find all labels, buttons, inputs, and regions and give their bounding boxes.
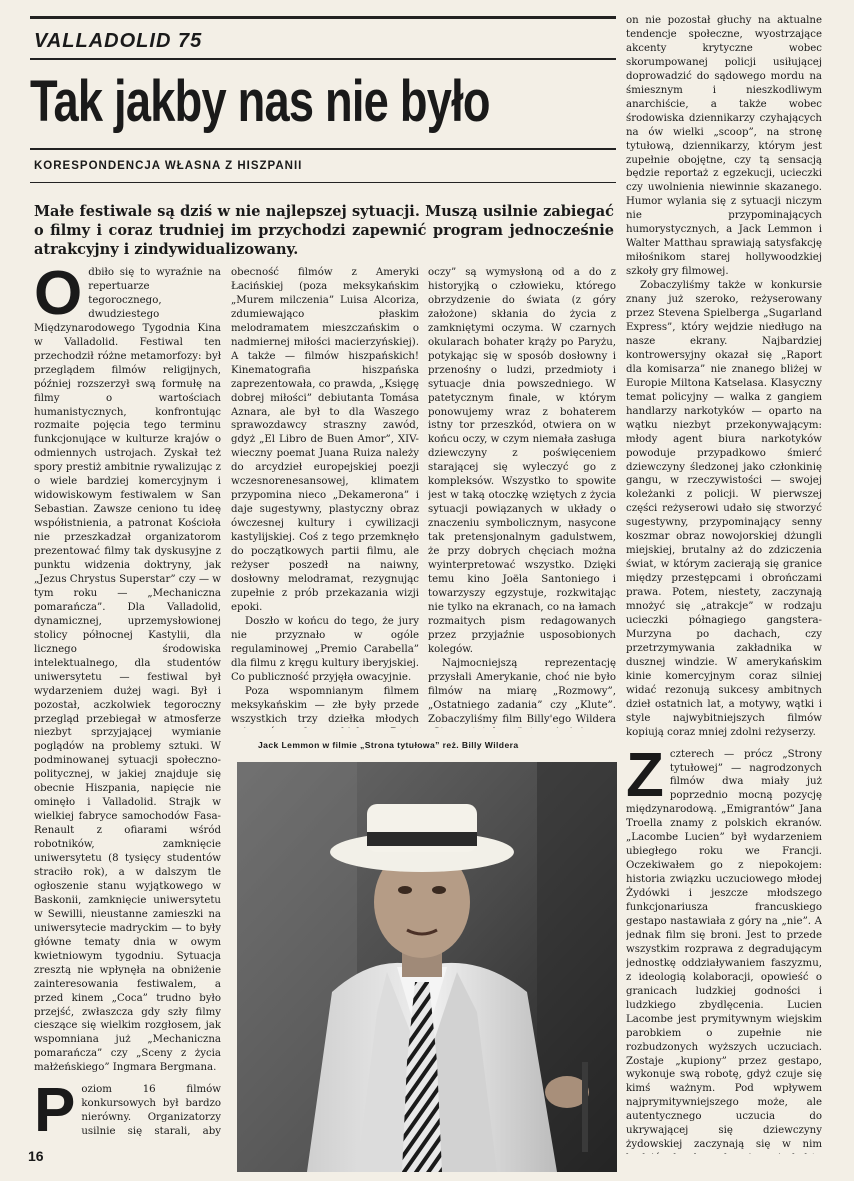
dropcap-p: P [34, 1076, 76, 1138]
subhead: KORESPONDENCJA WŁASNA Z HISZPANII [34, 160, 303, 172]
top-rule [30, 16, 616, 19]
photo-illustration [237, 762, 617, 1172]
col1-paragraph-2: Poziom 16 filmów konkursowych był bardzo nierówny. Organizatorzy usilnie się starali, aby [34, 1076, 221, 1138]
column-1 [34, 266, 221, 1138]
headline: Tak jakby nas nie było [30, 69, 490, 134]
col3-paragraph-2: Najmocniejszą reprezentację przysłali Amerykanie, choć nie było filmów na miarę „Rozmowy”, „Ostatniego zadania” czy „Klute”. Zobaczyliśmy film Billy'ego Wildera [428, 657, 616, 725]
column-2 [231, 266, 419, 728]
headline-rule [30, 148, 616, 150]
page-number: 16 [28, 1148, 44, 1164]
col2-paragraph-3: Poza wspomnianym filmem meksykańskim — złe były przede wszystkich trzy dziełka młodych [231, 685, 419, 725]
lead-paragraph: Małe festiwale są dziś w nie najlepszej sytuacji. Muszą usilnie zabiegać o filmy i coraz trudniej im przychodzi zapewnić program jednocześnie atrakcyjny i zindywidualizowany. [34, 203, 614, 258]
kicker-rule [30, 58, 616, 60]
col2-paragraph-1: obecność filmów z Ameryki Łacińskiej (poza meksykańskim „Murem milczenia” Luisa Alcoriza, zdumiewająco płaskim melodramatem mieszczańskim o nadmiernej miłości macierzyńskiej). A także — filmów hiszpańskich! Kinematografia hiszpańska zaprezentowała, co prawda, „Księgę dobrej miłości” debiutanta Tomása Aznara, ale był to dla Waszego sprawozdawcy straszny zawód, gdyż „El Libro de Buen Amor”, XIV-wieczny poemat Juana Ruiza należy do arcydzieł europejskiej poezji wczesnorenesansowej, klimatem przypomina nieco „Dekamerona” i daje sugestywny, plastyczny obraz ówczesnej kultury i cywilizacji kastylijskiej. Coś z tego przemknęło do początkowych partii filmu, ale reżyser poszedł na naiwny, dosłowny melodramat, rezygnując zupełnie z prób przekazania wizji epoki. [231, 267, 419, 613]
column-3 [428, 266, 616, 728]
col4-paragraph-2: Zobaczyliśmy także w konkursie znany już szeroko, reżyserowany przez Stevena Spielberga „Sugarland Express”, który wejdzie niedługo na nasze ekrany. Najbardziej kontrowersyjny okazał się „Raport dla komisarza” nie znanego bliżej w Europie Miltona Katselasa. Klasyczny temat policyjny — walka z gangiem handlarzy narkotyków — oparto na wątku niezbyt przekonywającym: młody agent biura narkotyków powoduje przypadkowo śmierć dziewczyny śledzonej jako członkinię gangu, w rzeczywistości — swojej koleżanki z policji. W pierwszej części reżyserowi udało się stworzyć sugestywny, przypominający senny koszmar obraz nowojorskiej dżungli miejskiej, brutalny aż do zdziczenia świat, w którym zacierają się granice między przestępcami i obrończami prawa. Potem, niestety, zaczynają mnożyć się „atrakcje” w rodzaju ucieczki półnagiego gangstera-Murzyna po dachach, czy przetrzymywania zakładnika w dusznej windzie. W amerykańskim kinie komercyjnym coraz silniej widać rezonują sukcesy ambitnych dzieł ostatnich lat, a motywy, wątki i style najwybitniejszych filmów kopiują coraz mniej zdolni reżyserzy. [626, 280, 822, 738]
dropcap-o: O [34, 266, 83, 328]
col4-paragraph-1: on nie pozostał głuchy na aktualne tendencje społeczne, wyostrzające akcenty krytyczne wobec skorumpowanej policji usiłującej doprowadzić do sądowego mordu na śmiesznym i nieszkodliwym anarchiście, a także wobec środowiska dziennikarzy czyhających na ów wielki „scoop”, na stronę tytułową, dziennikarzy, którym jest zupełnie obojętne, czy tą sensacją będzie reportaż z egzekucji, ucieczki czy uwolnienia niewinnie skazanego. Humor wylania się z sytuacji niczym nie przypominających humorystycznych, a Jack Lemmon i Walter Matthau sprawiają satysfakcję miłośnikom starej hollywoodzkiej szkoły gry filmowej. [626, 15, 822, 278]
photo-caption: Jack Lemmon w filmie „Strona tytułowa” reż. Billy Wildera [258, 740, 519, 750]
col3-paragraph-1: oczy” są wymysłoną od a do z historyjką o człowieku, którego obrzydzenie do świata (z góry założone) skłania do życia z zamkniętymi oczyma. W czarnych okularach bohater krąży po Paryżu, potykając się w sposób dosłowny i przenośny o ludzi, przedmioty i sytuacje dnia powszedniego. W patetycznym finale, w którym ponowujemy wraz z bohaterem istny tor przeszkód, otwiera on w końcu oczy, w czym niemała zasługa dziewczyny z poświęceniem starającej się wyleczyć go z kompleksów. Wszystko to spowite jest w taką otoczkę wziętych z życia sytuacji powiązanych w układy o znaczeniu symbolicznym, nasycone tak pretensjonalnym gadulstwem, że przy dobrych chęciach można wyinterpretować wszystko. Dzięki temu kino Joëla Santoniego i towarzyszy egzystuje, rozkwitając nie tylko na ekranach, co na łamach rozmaitych pism redagowanych przez przyjaźnie usposobionych kolegów. [428, 267, 616, 655]
column-4 [626, 14, 822, 1154]
dropcap-z: Z [626, 740, 664, 810]
col1-paragraph-1: Odbiło się to wyraźnie na repertuarze tegorocznego, dwudziestego Międzynarodowego Tygodnia Kina w Valladolid. Festiwal ten przechodził różne metamorfozy: był przeglądem filmów religijnych, później rozszerzył swą formułę na filmy o wartościach humanistycznych, konfrontując rozmaite pojęcia tego terminu funkcjonujące w kulturze krajów o odmiennych ustrojach. Zyskał też spory prestiż ambitnie rywalizując z o wiele bardziej komercyjnym i widowiskowym festiwalem w San Sebastian. Zawsze ceniono tu ideę współistnienia, a patronat Kościoła nie przeszkadzał organizatorom prezentować filmy tak dyskusyjne z punktu widzenia doktryny, jak „Jezus Chrystus Superstar” czy — w tym roku — „Mechaniczna pomarańcza”. Dla Valladolid, dynamicznej, uprzemysłowionej stolicy północnej Kastylii, dla licznego środowiska intelektualnego, dla studentów uniwersytetu — festiwal był wydarzeniem dużej wagi. Był i pozostał, aczkolwiek tegoroczny przegląd przebiegał w atmosferze niezbyt sprzyjającej wymianie poglądów na problemy sztuki. W podminowanej sytuacji społeczno-politycznej, w jakiej znajduje się obecnie Hiszpania, napięcie nie ominęło i Valladolid. Strajk w wielkiej fabryce samochodów Fasa-Renault z ofiarami wśród robotników, zamknięcie uniwersytetu (8 tysięcy studentów straciło rok), a w dalszym tle ogłoszenie stanu wyjątkowego w Baskonii, zamknięcie uniwersytetu w Sewilli, nieustanne zamieszki na uniwersytecie madryckim — to były główne tematy dnia w owym kwietniowym tygodniu. Sytuacja zresztą nie wpłynęła na obniżenie zainteresowania festiwalem, a przed kinem „Coca” trudno było przejść, zwłaszcza gdy szły filmy cieszące się wielkim rozgłosem, jak wspomniana już „Mechaniczna pomarańcza” czy „Sceny z życia małżeńskiego” Ingmara Bergmana. [34, 266, 221, 1074]
subhead-rule [30, 182, 616, 183]
photo-jack-lemmon [237, 762, 617, 1172]
col4-paragraph-3: Zczterech — prócz „Strony tytułowej” — nagrodzonych filmów dwa miały już poprzednio mocną pozycję międzynarodową. „Emigrantów” Jana Troella znamy z polskich ekranów. „Lacombe Lucien” był wydarzeniem ubiegłego roku we Francji. Oczekiwałem go z niepokojem: historia związku uczuciowego młodej Żydówki i jeszcze młodszego funkcjonariusza francuskiego gestapo nastawiała z góry na „nie”. A jednak film się broni. Jest to przede wszystkim rozprawa z degradującym jednostkę oddziaływaniem faszyzmu, z ideologią kolaboracji, opowieść o granicach ludzkiej godności i ludzkiego zbydlęcenia. Lucien Lacombe jest prymitywnym wiejskim parobkiem o zupełnie nie rozbudzonych wyższych uczuciach. Zostaje „kupiony” przez gestapo, wykonuje swą robotę, gdyż czuje się kimś ważnym. Pod wpływem najprymitywniejszego może, ale autentycznego uczucia do ukrywającej się dziewczyny żydowskiej zaczynają się w nim [626, 740, 822, 1151]
col2-paragraph-2: Doszło w końcu do tego, że jury nie przyznało w ogóle regulaminowej „Premio Carabella” dla filmu z kręgu kultury iberyjskiej. Co publiczność przyjęła owacyjnie. [231, 615, 419, 683]
kicker: VALLADOLID 75 [34, 30, 203, 52]
